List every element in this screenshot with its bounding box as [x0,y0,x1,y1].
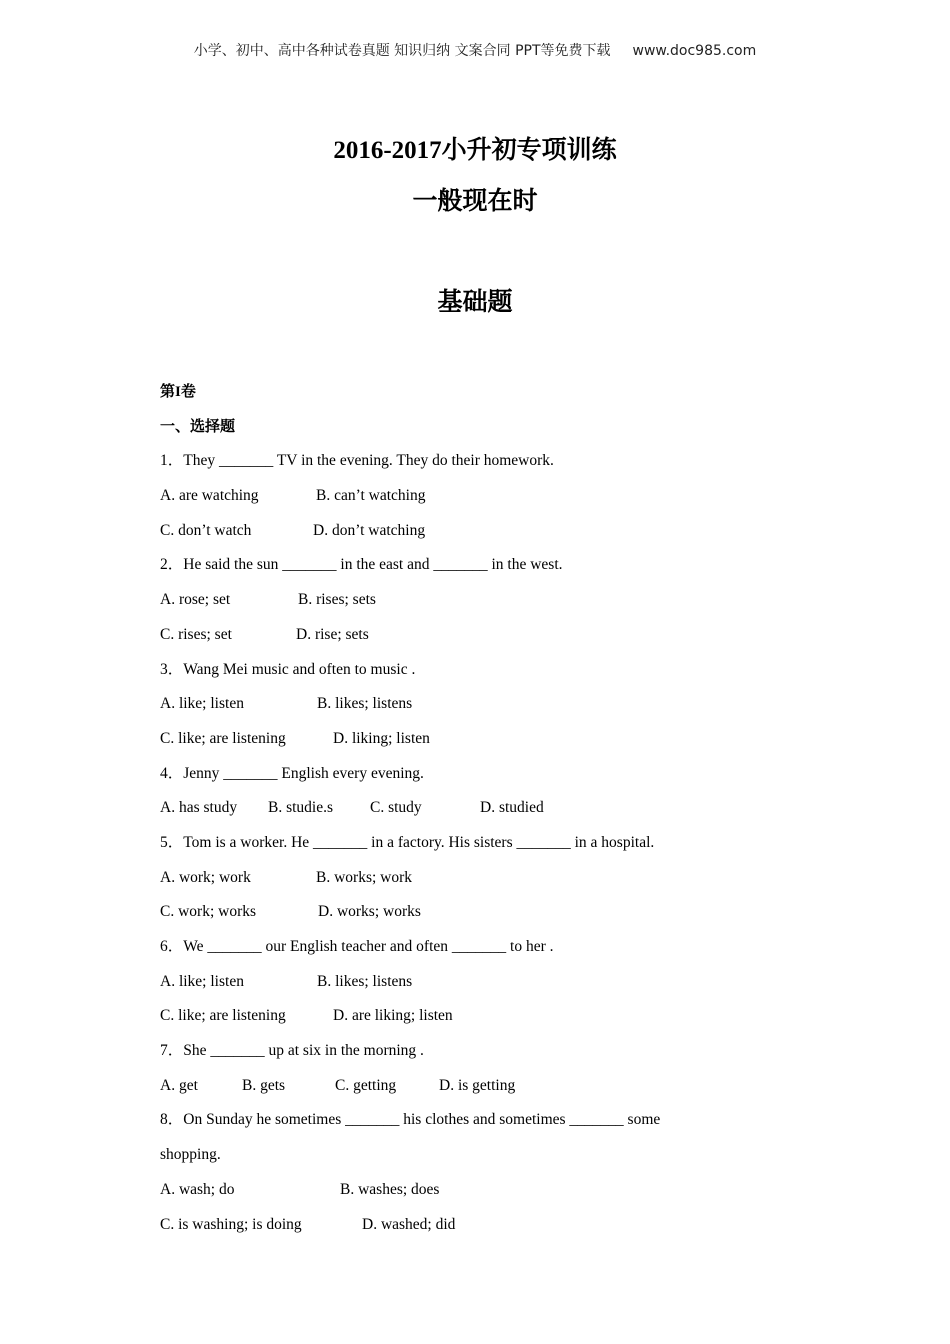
option-b: B. studie.s [268,799,334,817]
option-c: C. like; are listening [160,729,286,747]
option-b: B. gets [242,1076,286,1094]
option-a: A. has study [160,799,238,817]
header-text: 小学、初中、高中各种试卷真题 知识归纳 文案合同 PPT等免费下载 [193,43,611,59]
option-c: C. like; are listening [160,1007,286,1025]
option-a: A. are watching [160,487,259,505]
option-b: B. works; work [316,868,413,886]
option-d: D. liking; listen [333,729,430,747]
option-d: D. washed; did [362,1215,456,1233]
option-row [160,588,780,623]
option-a: A. work; work [160,868,251,886]
option-d: D. works; works [318,903,421,921]
question-stem: 1．They _______ TV in the evening. They do their homework. [160,452,554,470]
option-b: B. rises; sets [298,591,376,609]
question-body [160,380,780,1247]
option-d: D. is getting [439,1076,516,1094]
section-heading: 基础题 [437,289,513,316]
option-a: A. wash; do [160,1180,235,1198]
option-row [160,970,780,1005]
option-row [160,796,780,831]
option-row [160,519,780,554]
option-d: D. rise; sets [296,625,369,643]
option-d: D. don’t watching [313,521,426,539]
question-stem: 2．He said the sun _______ in the east and _______ in the west. [160,556,563,574]
page-header [0,40,950,60]
option-row [160,1074,780,1109]
option-row [160,866,780,901]
question-stem: 5．Tom is a worker. He _______ in a factory. His sisters _______ in a hospital. [160,833,655,851]
part-label: 一、选择题 [160,418,236,435]
option-b: B. washes; does [340,1180,440,1198]
option-d: D. are liking; listen [333,1007,453,1025]
question-stem: 4．Jenny _______ English every evening. [160,764,424,782]
question-stem: 3．Wang Mei music and often to music . [160,660,416,678]
option-a: A. like; listen [160,695,244,713]
header-site-link[interactable]: www.doc985.com [632,43,757,59]
option-b: B. likes; listens [317,972,413,990]
option-row [160,1004,780,1039]
option-a: A. like; listen [160,972,244,990]
option-a: A. get [160,1076,198,1094]
option-row [160,692,780,727]
question-stem: 6．We _______ our English teacher and often _______ to her . [160,938,554,955]
option-c: C. rises; set [160,625,232,643]
option-c: C. getting [335,1076,397,1094]
option-row [160,900,780,935]
doc-subtitle: 一般现在时 [412,188,538,215]
option-row [160,623,780,658]
option-row [160,1213,780,1248]
option-a: A. rose; set [160,591,231,609]
option-c: C. is washing; is doing [160,1215,302,1233]
option-c: C. work; works [160,903,257,921]
question-stem-continued: shopping. [160,1146,221,1164]
option-row [160,484,780,519]
option-d: D. studied [480,799,544,817]
option-row [160,1178,780,1213]
doc-title: 2016-2017小升初专项训练 [333,137,617,164]
option-c: C. don’t watch [160,521,252,539]
volume-label: 第I卷 [160,384,196,400]
question-stem: 8．On Sunday he sometimes _______ his clothes and sometimes _______ some [160,1111,661,1129]
question-stem: 7．She _______ up at six in the morning . [160,1042,424,1060]
option-row [160,727,780,762]
option-c: C. study [370,799,422,817]
option-b: B. likes; listens [317,695,413,713]
option-b: B. can’t watching [316,487,426,505]
